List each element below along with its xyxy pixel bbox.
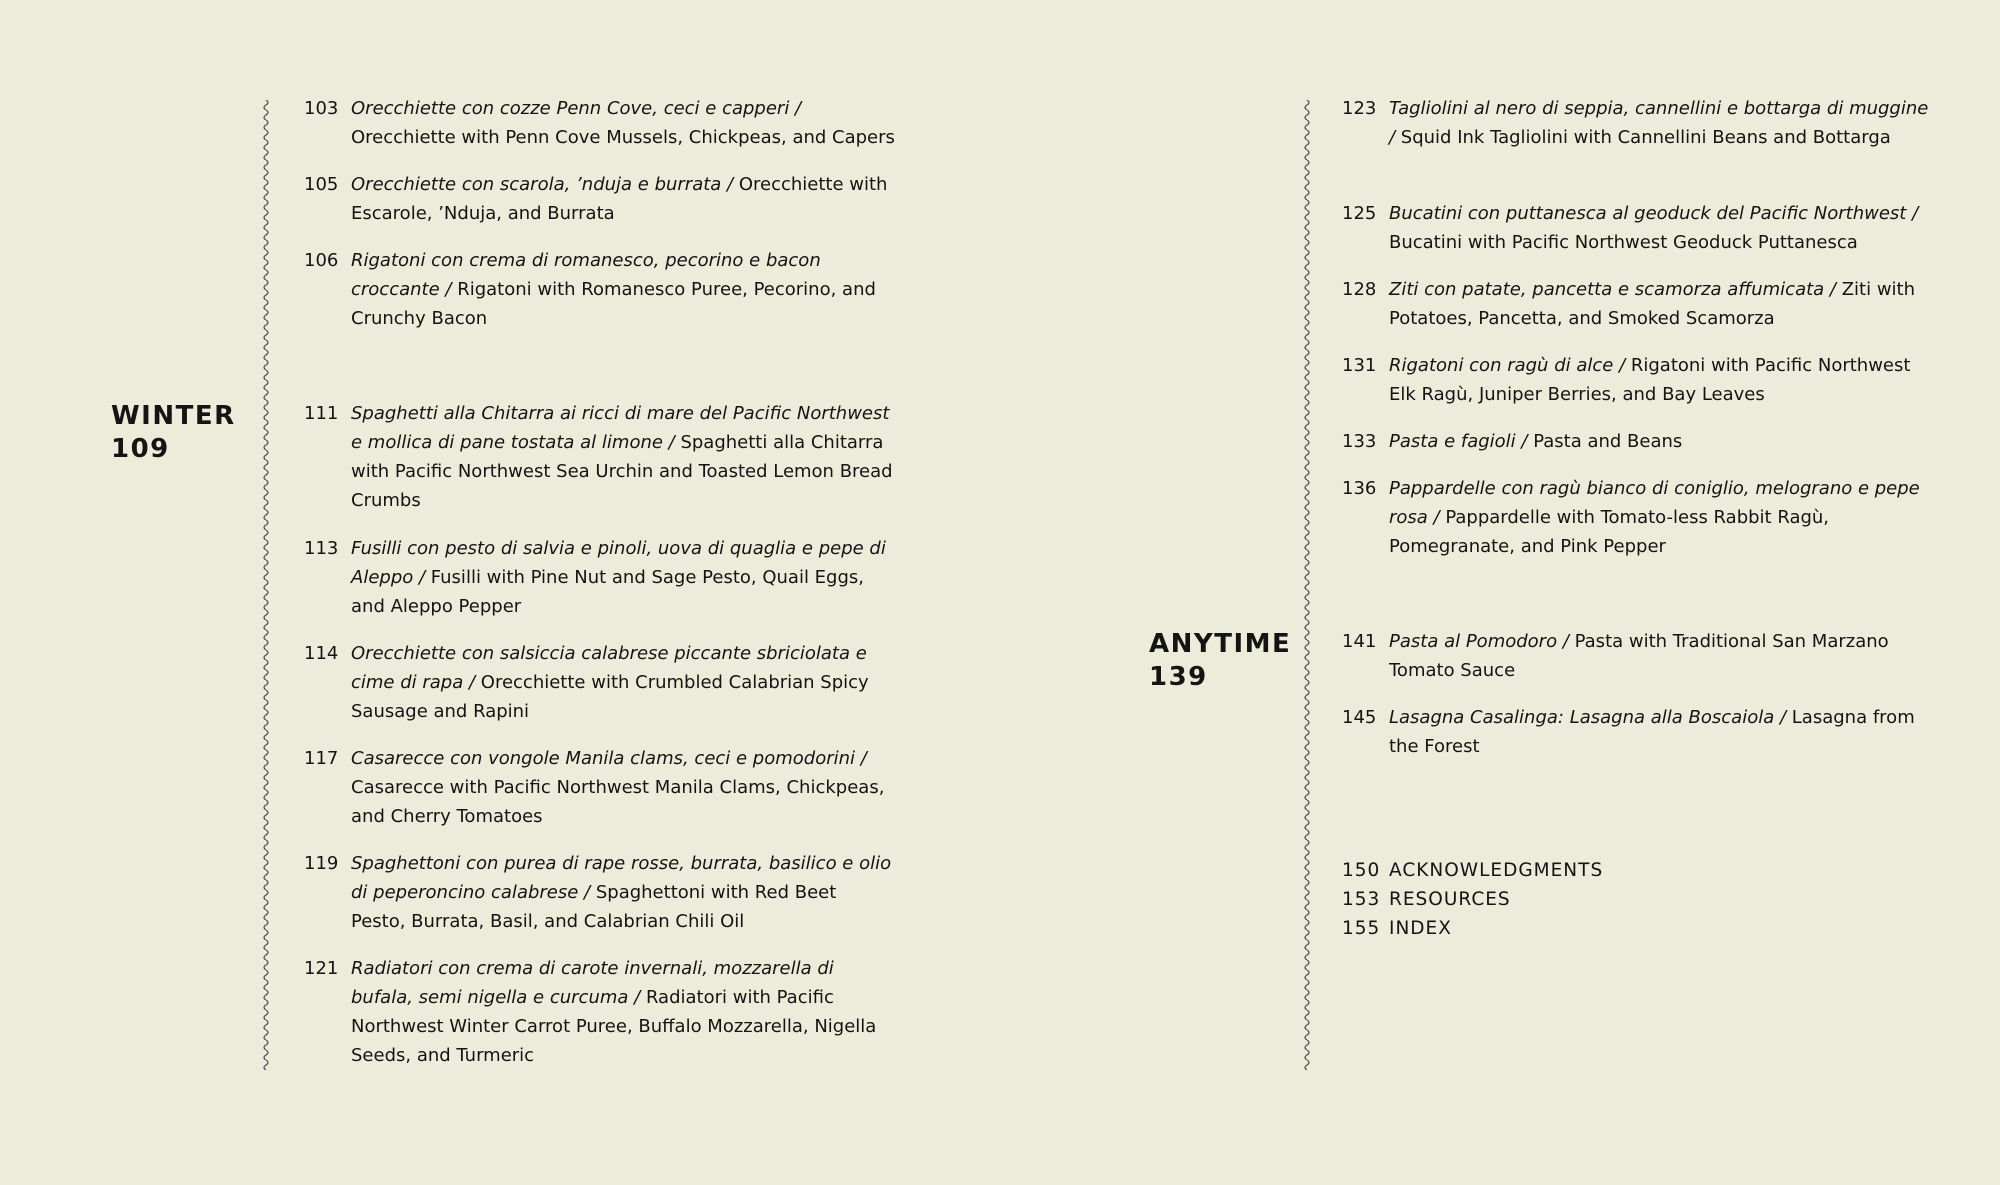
toc-title-italian: Radiatori con crema di carote invernali, mozzarella di bufala, semi nigella e curcuma: [351, 958, 834, 1008]
toc-title-english: Rigatoni with Pacific Northwest Elk Ragù, Juniper Berries, and Bay Leaves: [1389, 355, 1911, 405]
toc-page-number: 123: [1342, 98, 1377, 119]
toc-title-italian: Tagliolini al nero di seppia, cannellini e bottarga di muggine: [1389, 98, 1929, 119]
toc-title-italian: Casarecce con vongole Manila clams, ceci e pomodorini: [351, 748, 856, 769]
toc-title-italian: Pasta e fagioli: [1389, 431, 1516, 452]
toc-page-number: 114: [304, 643, 339, 664]
toc-title-italian: Spaghettoni con purea di rape rosse, burrata, basilico e olio di peperoncino calabrese: [351, 853, 892, 903]
toc-title-english: Squid Ink Tagliolini with Cannellini Beans and Bottarga: [1400, 127, 1891, 148]
toc-separator: /: [1389, 127, 1401, 148]
toc-title-english: Pappardelle with Tomato-less Rabbit Ragù, Pomegranate, and Pink Pepper: [1389, 507, 1830, 557]
toc-title-italian: Fusilli con pesto di salvia e pinoli, uova di quaglia e pepe di Aleppo: [351, 538, 886, 588]
section-page-number: 139: [1149, 662, 1208, 692]
section-title-anytime: [1149, 628, 1291, 694]
toc-separator: /: [463, 672, 481, 693]
toc-back-label: INDEX: [1389, 918, 1452, 939]
toc-separator: /: [628, 987, 646, 1008]
toc-separator: /: [1515, 431, 1534, 452]
toc-separator: /: [1557, 631, 1575, 652]
toc-separator: /: [1906, 203, 1919, 224]
toc-title-italian: Ziti con patate, pancetta e scamorza affumicata: [1389, 279, 1825, 300]
toc-page-number: 133: [1342, 431, 1377, 452]
toc-title-english: Fusilli with Pine Nut and Sage Pesto, Quail Eggs, and Aleppo Pepper: [351, 567, 864, 617]
toc-title-italian: Pappardelle con ragù bianco di coniglio, melograno e pepe rosa: [1389, 478, 1920, 528]
toc-page-number: 155: [1342, 918, 1381, 939]
toc-page-number: 111: [304, 403, 339, 424]
toc-title-english: Orecchiette with Crumbled Calabrian Spicy Sausage and Rapini: [351, 672, 869, 722]
toc-separator: /: [1774, 707, 1792, 728]
toc-back-label: RESOURCES: [1389, 889, 1511, 910]
toc-title-english: Rigatoni with Romanesco Puree, Pecorino, and Crunchy Bacon: [351, 279, 876, 329]
section-title: ANYTIME: [1149, 629, 1292, 659]
toc-page-number: 119: [304, 853, 339, 874]
toc-title-english: Pasta with Traditional San Marzano Tomato Sauce: [1389, 631, 1889, 681]
toc-title-english: Spaghetti alla Chitarra with Pacific Northwest Sea Urchin and Toasted Lemon Bread Crumbs: [351, 432, 893, 511]
toc-page-number: 105: [304, 174, 339, 195]
toc-page-number: 153: [1342, 889, 1381, 910]
toc-title-italian: Rigatoni con crema di romanesco, pecorino e bacon croccante: [351, 250, 821, 300]
wavy-divider: [1300, 100, 1314, 1070]
toc-title-english: Casarecce with Pacific Northwest Manila Clams, Chickpeas, and Cherry Tomatoes: [351, 777, 885, 827]
toc-page-number: 150: [1342, 860, 1381, 881]
section-title-winter: [111, 400, 236, 466]
toc-separator: /: [662, 432, 681, 453]
toc-separator: /: [855, 748, 867, 769]
toc-page-number: 128: [1342, 279, 1377, 300]
toc-page-number: 121: [304, 958, 339, 979]
toc-separator: /: [413, 567, 431, 588]
toc-title-italian: Pasta al Pomodoro: [1389, 631, 1558, 652]
toc-page-number: 131: [1342, 355, 1377, 376]
toc-page-number: 141: [1342, 631, 1377, 652]
toc-separator: /: [1427, 507, 1446, 528]
toc-title-english: Ziti with Potatoes, Pancetta, and Smoked Scamorza: [1389, 279, 1916, 329]
toc-separator: /: [578, 882, 596, 903]
toc-page-number: 145: [1342, 707, 1377, 728]
toc-page-number: 103: [304, 98, 339, 119]
toc-separator: /: [789, 98, 802, 119]
toc-title-italian: Bucatini con puttanesca al geoduck del Pacific Northwest: [1389, 203, 1907, 224]
toc-title-english: Bucatini with Pacific Northwest Geoduck Puttanesca: [1389, 232, 1858, 253]
toc-title-italian: Orecchiette con salsiccia calabrese piccante sbriciolata e cime di rapa: [351, 643, 867, 693]
toc-title-english: Spaghettoni with Red Beet Pesto, Burrata, Basil, and Calabrian Chili Oil: [351, 882, 837, 932]
toc-title-italian: Spaghetti alla Chitarra ai ricci di mare del Pacific Northwest e mollica di pane tostata al limone: [351, 403, 890, 453]
toc-title-english: Radiatori with Pacific Northwest Winter Carrot Puree, Buffalo Mozzarella, Nigella Seeds, and Turmeric: [351, 987, 877, 1066]
wavy-divider: [259, 100, 273, 1070]
toc-page-number: 136: [1342, 478, 1377, 499]
toc-title-italian: Rigatoni con ragù di alce: [1389, 355, 1614, 376]
toc-title-italian: Orecchiette con cozze Penn Cove, ceci e capperi: [351, 98, 790, 119]
toc-title-english: Pasta and Beans: [1533, 431, 1683, 452]
toc-page-number: 106: [304, 250, 339, 271]
toc-page-number: 125: [1342, 203, 1377, 224]
toc-separator: /: [439, 279, 458, 300]
section-title: WINTER: [111, 401, 236, 431]
section-page-number: 109: [111, 434, 170, 464]
toc-title-english: Lasagna from the Forest: [1389, 707, 1915, 757]
toc-title-english: Orecchiette with Escarole, ’Nduja, and Burrata: [351, 174, 888, 224]
toc-title-english: Orecchiette with Penn Cove Mussels, Chickpeas, and Capers: [351, 127, 895, 148]
toc-page-number: 113: [304, 538, 339, 559]
toc-separator: /: [1613, 355, 1631, 376]
toc-page-number: 117: [304, 748, 339, 769]
toc-title-italian: Lasagna Casalinga: Lasagna alla Boscaiola: [1389, 707, 1775, 728]
toc-separator: /: [721, 174, 739, 195]
toc-back-label: ACKNOWLEDGMENTS: [1389, 860, 1604, 881]
toc-separator: /: [1824, 279, 1842, 300]
toc-title-italian: Orecchiette con scarola, ’nduja e burrata: [351, 174, 722, 195]
